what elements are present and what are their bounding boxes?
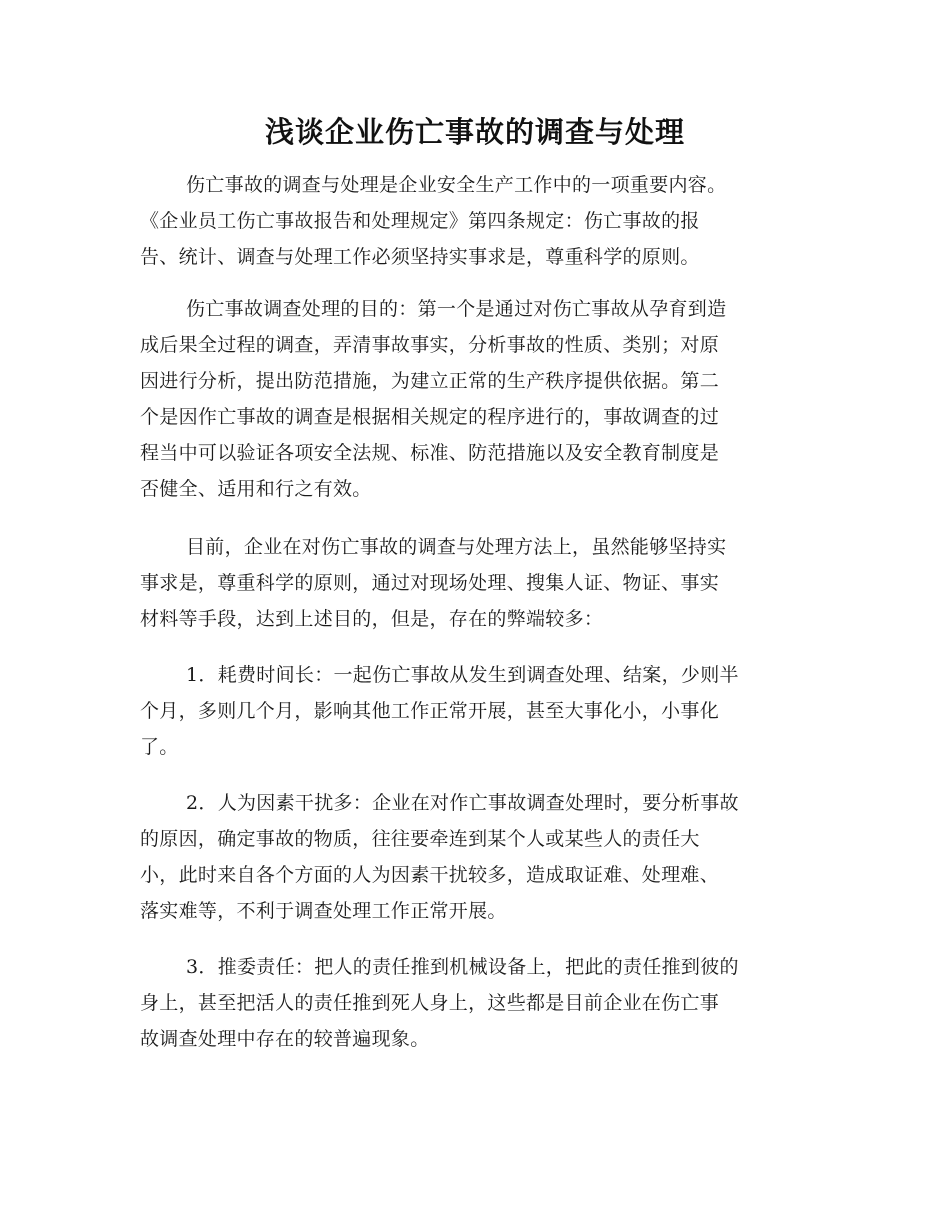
list-item-line: 故调查处理中存在的较普遍现象。	[140, 1028, 430, 1050]
paragraph-line: 个是因作亡事故的调查是根据相关规定的程序进行的，事故调查的过	[140, 406, 720, 428]
list-item-line: 了。	[140, 736, 179, 758]
paragraph-line: 《企业员工伤亡事故报告和处理规定》第四条规定：伤亡事故的报	[140, 210, 700, 232]
paragraph-line: 否健全、适用和行之有效。	[140, 478, 372, 500]
document-title: 浅谈企业伤亡事故的调查与处理	[264, 115, 685, 149]
list-item-line: 身上，甚至把活人的责任推到死人身上，这些都是目前企业在伤亡事	[140, 992, 720, 1014]
paragraph-line: 事求是，尊重科学的原则，通过对现场处理、搜集人证、物证、事实	[140, 572, 720, 594]
list-item-line: 小，此时来自各个方面的人为因素干扰较多，造成取证难、处理难、	[140, 864, 720, 886]
paragraph-line: 材料等手段，达到上述目的，但是，存在的弊端较多：	[140, 608, 604, 630]
list-item-line: 3．推委责任：把人的责任推到机械设备上，把此的责任推到彼的	[186, 956, 739, 978]
paragraph-line: 伤亡事故的调查与处理是企业安全生产工作中的一项重要内容。	[186, 174, 727, 196]
paragraph-line: 成后果全过程的调查，弄清事故事实，分析事故的性质、类别；对原	[140, 334, 720, 356]
paragraph-line: 告、统计、调查与处理工作必须坚持实事求是，尊重科学的原则。	[140, 246, 700, 268]
list-item-line: 的原因，确定事故的物质，往往要牵连到某个人或某些人的责任大	[140, 828, 700, 850]
paragraph-line: 伤亡事故调查处理的目的：第一个是通过对伤亡事故从孕育到造	[186, 298, 727, 320]
list-item-line: 2．人为因素干扰多：企业在对作亡事故调查处理时，要分析事故	[186, 792, 739, 814]
list-item-line: 落实难等，不利于调查处理工作正常开展。	[140, 900, 507, 922]
list-item-line: 1．耗费时间长：一起伤亡事故从发生到调查处理、结案，少则半	[186, 664, 739, 686]
paragraph-line: 目前，企业在对伤亡事故的调查与处理方法上，虽然能够坚持实	[186, 536, 727, 558]
paragraph-line: 程当中可以验证各项安全法规、标准、防范措施以及安全教育制度是	[140, 442, 720, 464]
list-item-line: 个月，多则几个月，影响其他工作正常开展，甚至大事化小，小事化	[140, 700, 720, 722]
paragraph-line: 因进行分析，提出防范措施，为建立正常的生产秩序提供依据。第二	[140, 370, 720, 392]
